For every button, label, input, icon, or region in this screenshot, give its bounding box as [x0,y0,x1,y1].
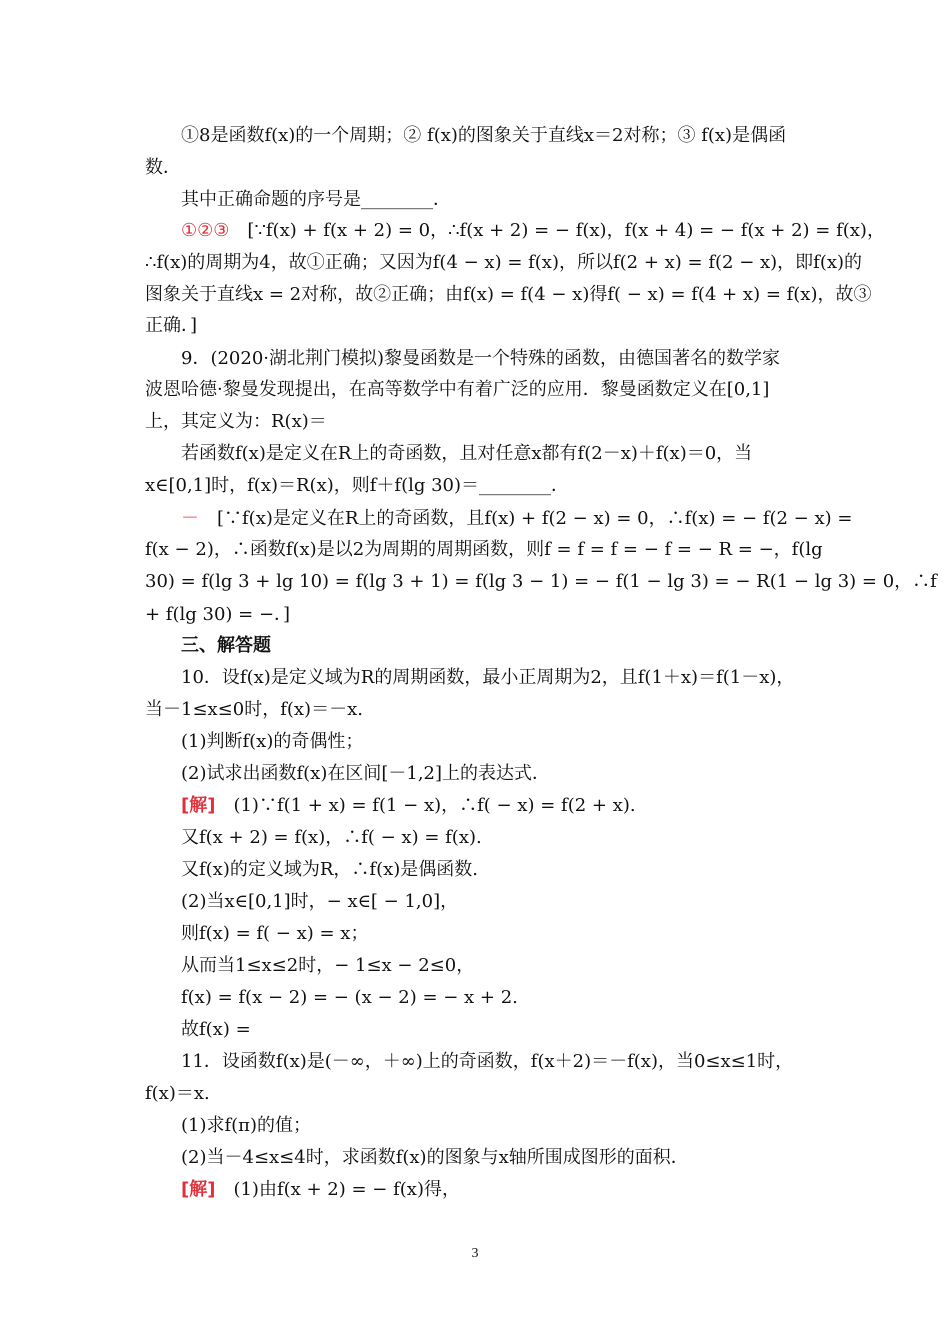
text-line: 数． [145,157,181,178]
jie-mark: [解] [181,795,216,816]
text-line: 正确．] [145,315,198,336]
text-line: (1)判断f(x)的奇偶性； [181,731,364,752]
text-line: 故f(x) = [181,1019,251,1040]
text-line: f(x)＝x. [145,1083,210,1104]
text-line: 波恩哈德·黎曼发现提出，在高等数学中有着广泛的应用．黎曼函数定义在[0,1] [145,379,770,400]
page-number: 3 [471,1246,479,1261]
text-line: 图象关于直线x = 2对称，故②正确；由f(x) = f(4 − x)得f( − x) = f(4 + x) = f(x)，故③ [145,284,872,305]
text-line: 上，其定义为：R(x)＝ [145,411,327,432]
text-span: [∵f(x) + f(x + 2) = 0，∴f(x + 2) = − f(x)，f(x + 4) = − f(x + 2) = f(x)， [247,220,885,241]
text-line: f(x) = f(x − 2) = − (x − 2) = − x + 2. [181,987,518,1008]
answer-mark: ①②③ [181,220,230,241]
text-line: 则f(x) = f( − x) = x； [181,923,369,944]
text-line: ∴f(x)的周期为4，故①正确；又因为f(4 − x) = f(x)，所以f(2 + x) = f(2 − x)，即f(x)的 [145,252,863,273]
text-line: f(x − 2)，∴函数f(x)是以2为周期的周期函数，则f = f = f = − f = − R = −，f(lg [145,539,823,560]
text-span: (1)∵f(1 + x) = f(1 − x)，∴f( − x) = f(2 + x). [233,795,636,816]
text-line: x∈[0,1]时，f(x)＝R(x)，则f＋f(lg 30)＝________． [145,475,570,496]
question-10-line: 10．设f(x)是定义域为R的周期函数，最小正周期为2，且f(1＋x)＝f(1－x)， [181,667,795,688]
section-heading: 三、解答题 [181,635,271,656]
text-line: ①8是函数f(x)的一个周期；② f(x)的图象关于直线x＝2对称；③ f(x)是偶函 [181,125,787,146]
text-line: 又f(x + 2) = f(x)，∴f( − x) = f(x). [181,827,482,848]
text-line: 当－1≤x≤0时，f(x)＝－x. [145,699,363,720]
text-line: 其中正确命题的序号是________． [181,189,451,210]
answer-mark: － [181,508,199,529]
answer-line [181,507,853,531]
text-line: 又f(x)的定义域为R，∴f(x)是偶函数. [181,859,478,880]
text-span: (1)由f(x + 2) = − f(x)得， [233,1179,460,1200]
question-11-line: 11．设函数f(x)是(－∞，＋∞)上的奇函数，f(x＋2)＝－f(x)，当0≤x≤1时， [181,1051,794,1072]
answer-line [181,219,885,243]
answer-line [181,794,807,818]
text-line: 从而当1≤x≤2时，− 1≤x − 2≤0， [181,955,475,976]
text-line: (2)当x∈[0,1]时，− x∈[ − 1,0]， [181,891,459,912]
text-line: 若函数f(x)是定义在R上的奇函数，且对任意x都有f(2－x)＋f(x)＝0，当 [181,443,753,464]
text-line: (2)试求出函数f(x)在区间[－1,2]上的表达式． [181,763,551,784]
text-line: 30) = f(lg 3 + lg 10) = f(lg 3 + 1) = f(lg 3 − 1) = − f(1 − lg 3) = − R(1 − lg 3) = 0，∴f [145,571,937,592]
jie-mark: [解] [181,1179,216,1200]
question-9-line: 9．(2020·湖北荆门模拟)黎曼函数是一个特殊的函数，由德国著名的数学家 [181,348,781,369]
text-line: + f(lg 30) = −．] [145,604,291,625]
text-line: (2)当－4≤x≤4时，求函数f(x)的图象与x轴所围成图形的面积． [181,1147,689,1168]
text-span: [∵f(x)是定义在R上的奇函数，且f(x) + f(2 − x) = 0，∴f(x) = − f(2 − x) = [217,508,853,529]
text-line: (1)求f(π)的值； [181,1115,312,1136]
answer-line [181,1178,807,1202]
